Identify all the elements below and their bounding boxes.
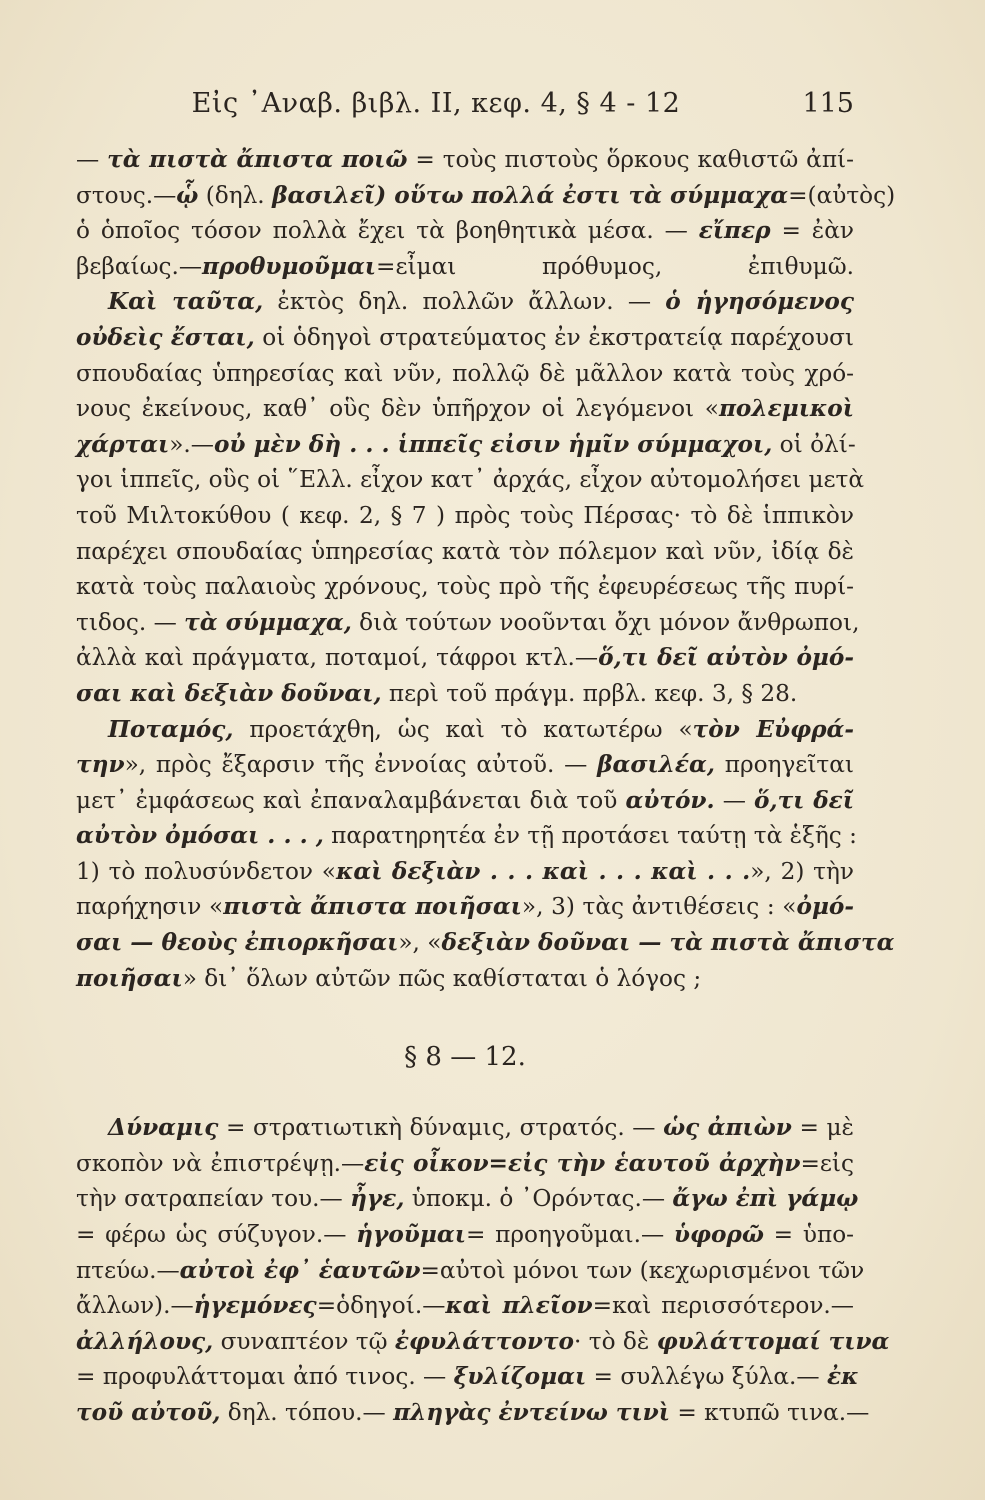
- section-heading: § 8 — 12.: [404, 1042, 526, 1073]
- text-line: [76, 462, 865, 498]
- lemma-text: ὅ,τι δεῖ αὐτὸν ὀμό-: [598, 644, 854, 672]
- lemma-text: ποιῆσαι: [76, 964, 183, 992]
- lemma-text: αὐτοὶ ἐφ᾿ ἑαυτῶν: [179, 1256, 421, 1284]
- gloss-text: βεβαίως.—: [76, 252, 203, 280]
- text-line: [76, 213, 854, 249]
- gloss-text: ἀλλὰ καὶ πράγματα, ποταμοί, τάφροι κτλ.—: [76, 644, 599, 672]
- text-line: [76, 569, 854, 605]
- lemma-text: σαι — θεοὺς ἐπιορκῆσαι: [76, 929, 399, 957]
- lemma-text: βασιλεῖ) οὕτω πολλά ἐστι τὰ σύμμαχα: [272, 181, 789, 209]
- text-line: [76, 356, 854, 392]
- commentary-block-2: [76, 1110, 890, 1430]
- lemma-text: Καὶ ταῦτα,: [108, 288, 264, 316]
- text-line: [76, 1146, 854, 1182]
- text-line: [76, 676, 854, 712]
- text-line: [76, 605, 860, 641]
- gloss-text: περὶ τοῦ πράγμ. πρβλ. κεφ. 3, § 28.: [381, 679, 798, 707]
- gloss-text: οἱ ὀλί-: [772, 430, 856, 458]
- gloss-text: δηλ. τόπου.—: [220, 1399, 394, 1426]
- lemma-text: τοῦ αὐτοῦ,: [76, 1399, 221, 1426]
- lemma-text: ὑφορῶ: [673, 1221, 764, 1249]
- text-line: [76, 1288, 854, 1324]
- lemma-text: ὁ ἡγησόμενος: [665, 288, 855, 316]
- lemma-text: ἐκ: [826, 1363, 859, 1391]
- gloss-text: τιδος. —: [76, 608, 185, 636]
- gloss-text: παρέχει σπουδαίας ὑπηρεσίας κατὰ τὸν πόλεμον καὶ νῦν, ἰδίᾳ δὲ: [76, 537, 854, 565]
- lemma-text: ξυλίζομαι: [453, 1363, 587, 1391]
- lemma-text: οὐ μὲν δὴ . . . ἱππεῖς εἰσιν ἡμῖν σύμμαχοι,: [213, 430, 773, 458]
- lemma-text: εἰς οἶκον=εἰς τὴν ἑαυτοῦ ἀρχὴν: [364, 1149, 801, 1177]
- lemma-text: ᾧ: [176, 181, 199, 209]
- text-line: [76, 534, 854, 570]
- text-line: [76, 1324, 890, 1360]
- gloss-text: —: [76, 146, 108, 173]
- gloss-text: 1) τὸ πολυσύνδετον «: [76, 857, 336, 885]
- gloss-text: = ὑπο-: [763, 1221, 854, 1249]
- text-line: [76, 284, 854, 320]
- text-line: [76, 427, 854, 463]
- gloss-text: πτεύω.—: [76, 1256, 180, 1284]
- gloss-text: », πρὸς ἔξαρσιν τῆς ἐννοίας αὐτοῦ. —: [124, 751, 598, 779]
- lemma-text: ἄγω ἐπὶ γάμῳ: [672, 1185, 859, 1213]
- lemma-text: ἀλλήλους,: [76, 1327, 214, 1355]
- gloss-text: σπουδαίας ὑπηρεσίας καὶ νῦν, πολλῷ δὲ μᾶλλον κατὰ τοὺς χρό-: [76, 359, 854, 387]
- lemma-text: χάρται: [76, 430, 170, 458]
- lemma-text: ἡγεμόνες: [193, 1292, 317, 1320]
- text-line: [76, 142, 854, 178]
- gloss-text: = προφυλάττομαι ἀπό τινος. —: [76, 1363, 454, 1391]
- text-line: [76, 1359, 859, 1395]
- gloss-text: ἄλλων).—: [76, 1292, 194, 1320]
- gloss-text: = στρατιωτικὴ δύναμις, στρατός. —: [218, 1114, 664, 1142]
- text-line: [76, 925, 895, 961]
- text-line: [76, 889, 854, 925]
- gloss-text: = προηγοῦμαι.—: [465, 1221, 674, 1249]
- text-line: [76, 391, 854, 427]
- gloss-text: », «: [398, 929, 442, 957]
- lemma-text: ἐφυλάττοντο: [394, 1327, 574, 1355]
- lemma-text: Ποταμός,: [108, 715, 234, 743]
- text-line: [76, 640, 854, 676]
- lemma-text: πολεμικοὶ: [718, 395, 854, 423]
- lemma-text: τὰ σύμμαχα,: [184, 608, 352, 636]
- gloss-text: ἐκτὸς δηλ. πολλῶν ἄλλων. —: [263, 288, 666, 316]
- gloss-text: ὑποκμ. ὁ ᾿Ορόντας.—: [404, 1185, 673, 1213]
- text-line: [76, 747, 854, 783]
- gloss-text: παρατηρητέα ἐν τῇ προτάσει ταύτῃ τὰ ἑξῆς :: [323, 822, 857, 850]
- gloss-text: = φέρω ὡς σύζυγον.—: [76, 1221, 357, 1249]
- gloss-text: », 3) τὰς ἀντιθέσεις : «: [521, 893, 797, 921]
- lemma-text: αὐτὸν ὀμόσαι . . . ,: [76, 822, 324, 850]
- gloss-text: τὴν σατραπείαν του.—: [76, 1185, 351, 1213]
- gloss-text: =(αὐτὸς): [788, 181, 896, 209]
- lemma-text: καὶ δεξιὰν . . . καὶ . . . καὶ . . .: [336, 857, 751, 885]
- gloss-text: =εἶμαι πρόθυμος, ἐπιθυμῶ.: [376, 252, 854, 280]
- lemma-text: προθυμοῦμαι: [202, 252, 377, 280]
- lemma-text: αὐτόν.: [625, 786, 715, 814]
- text-line: [76, 783, 854, 819]
- lemma-text: εἴπερ: [698, 217, 771, 245]
- lemma-text: Δύναμις: [108, 1114, 219, 1142]
- lemma-text: πληγὰς ἐντείνω τινὶ: [393, 1399, 670, 1426]
- commentary-block-1: [76, 142, 896, 996]
- gloss-text: οἱ ὁδηγοὶ στρατεύματος ἐν ἐκστρατείᾳ παρέχουσι: [254, 323, 854, 351]
- lemma-text: φυλάττομαί τινα: [656, 1327, 890, 1355]
- lemma-text: ἡγοῦμαι: [356, 1221, 466, 1249]
- text-line: [76, 249, 854, 285]
- gloss-text: σκοπὸν νὰ ἐπιστρέψῃ.—: [76, 1149, 365, 1177]
- lemma-text: οὐδεὶς ἔσται,: [76, 323, 255, 351]
- gloss-text: γοι ἱππεῖς, οὓς οἱ ῞Ελλ. εἶχον κατ᾿ ἀρχάς, εἶχον αὐτομολήσει μετὰ: [76, 466, 865, 494]
- gloss-text: παρήχησιν «: [76, 893, 224, 921]
- text-line: [76, 961, 854, 997]
- gloss-text: ».—: [169, 430, 214, 458]
- gloss-text: = ἐὰν: [770, 217, 854, 245]
- lemma-text: ὀμό-: [796, 893, 855, 921]
- gloss-text: · τὸ δὲ: [574, 1327, 657, 1355]
- gloss-text: συναπτέον τῷ: [213, 1327, 395, 1355]
- text-line: [76, 1253, 865, 1289]
- running-title: Εἰς ᾿Αναβ. βιβλ. ΙΙ, κεφ. 4, § 4 - 12: [191, 88, 681, 119]
- text-line: [76, 1181, 859, 1217]
- text-line: [76, 712, 854, 748]
- lemma-text: τὰ πιστὰ ἄπιστα ποιῶ: [107, 146, 408, 173]
- main-text: [76, 142, 896, 1431]
- lemma-text: δεξιὰν δοῦναι — τὰ πιστὰ ἄπιστα: [441, 929, 895, 957]
- gloss-text: =αὐτοὶ μόνοι των (κεχωρισμένοι τῶν: [420, 1256, 865, 1284]
- gloss-text: ὁ ὁποῖος τόσον πολλὰ ἔχει τὰ βοηθητικὰ μέσα. —: [76, 217, 699, 245]
- text-line: [76, 178, 896, 214]
- gloss-text: », 2) τὴν: [750, 857, 854, 885]
- lemma-text: ὅ,τι δεῖ: [754, 786, 854, 814]
- lemma-text: βασιλέα,: [597, 751, 715, 779]
- gloss-text: =εἰς: [800, 1149, 855, 1177]
- gloss-text: προηγεῖται: [714, 751, 854, 779]
- gloss-text: τοῦ Μιλτοκύθου ( κεφ. 2, § 7 ) πρὸς τοὺς Πέρσας· τὸ δὲ ἱππικὸν: [76, 501, 854, 529]
- lemma-text: ἦγε,: [350, 1185, 405, 1213]
- lemma-text: ὡς ἀπιὼν: [663, 1114, 792, 1142]
- lemma-text: καὶ πλεῖον: [445, 1292, 593, 1320]
- gloss-text: =ὁδηγοί.—: [316, 1292, 446, 1320]
- lemma-text: την: [76, 751, 125, 779]
- text-line: [76, 1110, 854, 1146]
- text-line: [76, 818, 857, 854]
- gloss-text: = τοὺς πιστοὺς ὅρκους καθιστῶ ἀπί-: [407, 146, 854, 173]
- gloss-text: νους ἐκείνους, καθ᾿ οὓς δὲν ὑπῆρχον οἱ λεγόμενοι «: [76, 395, 719, 423]
- text-line: [76, 854, 854, 890]
- gloss-text: =καὶ περισσότερον.—: [592, 1292, 854, 1320]
- gloss-text: = κτυπῶ τινα.—: [669, 1399, 870, 1426]
- gloss-text: = μὲ: [791, 1114, 854, 1142]
- page-number: 115: [802, 88, 854, 119]
- text-line: [76, 498, 854, 534]
- page-header: [76, 88, 854, 128]
- gloss-text: διὰ τούτων νοοῦνται ὄχι μόνον ἄνθρωποι,: [351, 608, 860, 636]
- text-line: [76, 320, 854, 356]
- lemma-text: τὸν Εὐφρά-: [692, 715, 854, 743]
- lemma-text: πιστὰ ἄπιστα ποιῆσαι: [223, 893, 522, 921]
- gloss-text: μετ᾿ ἐμφάσεως καὶ ἐπαναλαμβάνεται διὰ τοῦ: [76, 786, 626, 814]
- gloss-text: (δηλ.: [198, 181, 273, 209]
- gloss-text: —: [714, 786, 755, 814]
- text-line: [76, 1217, 854, 1253]
- gloss-text: στους.—: [76, 181, 177, 209]
- lemma-text: σαι καὶ δεξιὰν δοῦναι,: [76, 679, 382, 707]
- text-line: [76, 1395, 870, 1431]
- gloss-text: κατὰ τοὺς παλαιοὺς χρόνους, τοὺς πρὸ τῆς ἐφευρέσεως τῆς πυρί-: [76, 573, 854, 601]
- gloss-text: » δι᾿ ὅλων αὐτῶν πῶς καθίσταται ὁ λόγος ;: [182, 964, 702, 992]
- gloss-text: = συλλέγω ξύλα.—: [586, 1363, 827, 1391]
- gloss-text: προετάχθη, ὡς καὶ τὸ κατωτέρω «: [233, 715, 693, 743]
